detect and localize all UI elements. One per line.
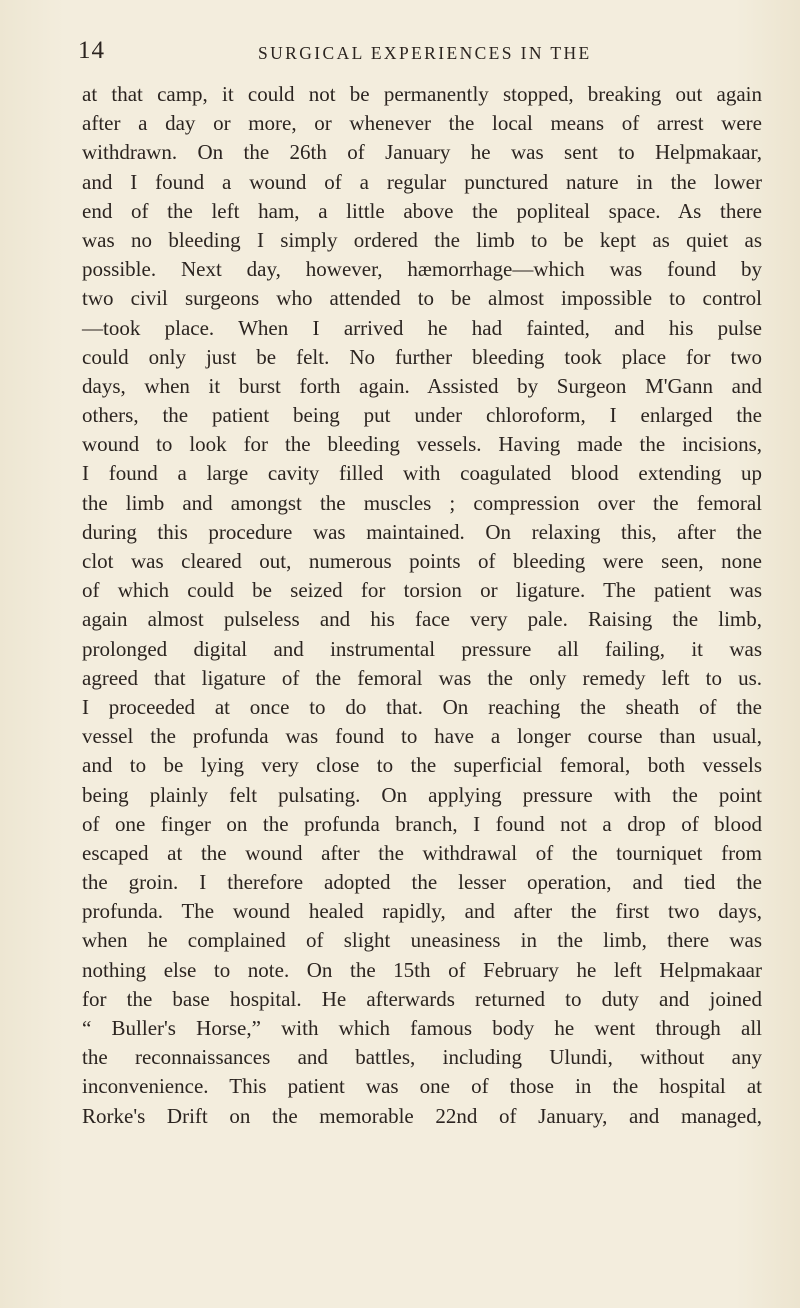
text-line: “ Buller's Horse,” with which famous body he went through all <box>82 1016 762 1040</box>
text-line: wound to look for the bleeding vessels. Having made the incisions, <box>82 432 762 457</box>
text-line: and to be lying very close to the superficial femoral, both vessels <box>82 753 762 778</box>
text-line: being plainly felt pulsating. On applying pressure with the point <box>82 782 762 807</box>
text-line: vessel the profunda was found to have a longer course than usual, <box>82 724 762 749</box>
page-header <box>78 34 778 68</box>
text-line: again almost pulseless and his face very pale. Raising the limb, <box>82 607 762 632</box>
text-line: prolonged digital and instrumental pressure all failing, it was <box>82 636 762 661</box>
body-text <box>82 80 762 1131</box>
text-line: of one finger on the profunda branch, I found not a drop of blood <box>82 811 762 836</box>
running-head: SURGICAL EXPERIENCES IN THE <box>258 43 592 63</box>
text-line: withdrawn. On the 26th of January he was sent to Helpmakaar, <box>82 140 762 165</box>
text-line: nothing else to note. On the 15th of February he left Helpmakaar <box>82 957 762 982</box>
text-line: clot was cleared out, numerous points of bleeding were seen, none <box>82 549 762 573</box>
text-line: others, the patient being put under chloroform, I enlarged the <box>82 403 762 428</box>
text-line: Rorke's Drift on the memorable 22nd of January, and managed, <box>82 1103 762 1128</box>
text-line: inconvenience. This patient was one of those in the hospital at <box>82 1074 762 1099</box>
page-number: 14 <box>78 37 105 64</box>
text-line: end of the left ham, a little above the popliteal space. As there <box>82 198 762 223</box>
text-line: after a day or more, or whenever the local means of arrest were <box>82 111 762 136</box>
text-line: the groin. I therefore adopted the lesser operation, and tied the <box>82 870 762 895</box>
text-line: —took place. When I arrived he had fainted, and his pulse <box>82 315 762 340</box>
text-line: I found a large cavity filled with coagulated blood extending up <box>82 461 762 486</box>
text-line: days, when it burst forth again. Assisted by Surgeon M'Gann and <box>82 373 762 398</box>
text-line: two civil surgeons who attended to be almost impossible to control <box>82 286 762 311</box>
text-line: of which could be seized for torsion or ligature. The patient was <box>82 578 762 603</box>
text-line: possible. Next day, however, hæmorrhage—which was found by <box>82 257 762 282</box>
text-line: the limb and amongst the muscles ; compression over the femoral <box>82 490 762 515</box>
text-line: escaped at the wound after the withdrawal of the tourniquet from <box>82 840 762 865</box>
text-line: and I found a wound of a regular punctured nature in the lower <box>82 169 762 194</box>
text-line: the reconnaissances and battles, including Ulundi, without any <box>82 1045 762 1070</box>
text-line: I proceeded at once to do that. On reaching the sheath of the <box>82 694 762 719</box>
text-line: profunda. The wound healed rapidly, and after the first two days, <box>82 899 762 924</box>
text-line: was no bleeding I simply ordered the limb to be kept as quiet as <box>82 227 762 252</box>
text-line: could only just be felt. No further bleeding took place for two <box>82 344 762 369</box>
text-line: during this procedure was maintained. On relaxing this, after the <box>82 519 762 544</box>
text-line: at that camp, it could not be permanently stopped, breaking out again <box>82 82 762 106</box>
text-line: for the base hospital. He afterwards returned to duty and joined <box>82 986 762 1011</box>
text-line: agreed that ligature of the femoral was the only remedy left to us. <box>82 665 762 690</box>
text-line: when he complained of slight uneasiness in the limb, there was <box>82 928 762 953</box>
